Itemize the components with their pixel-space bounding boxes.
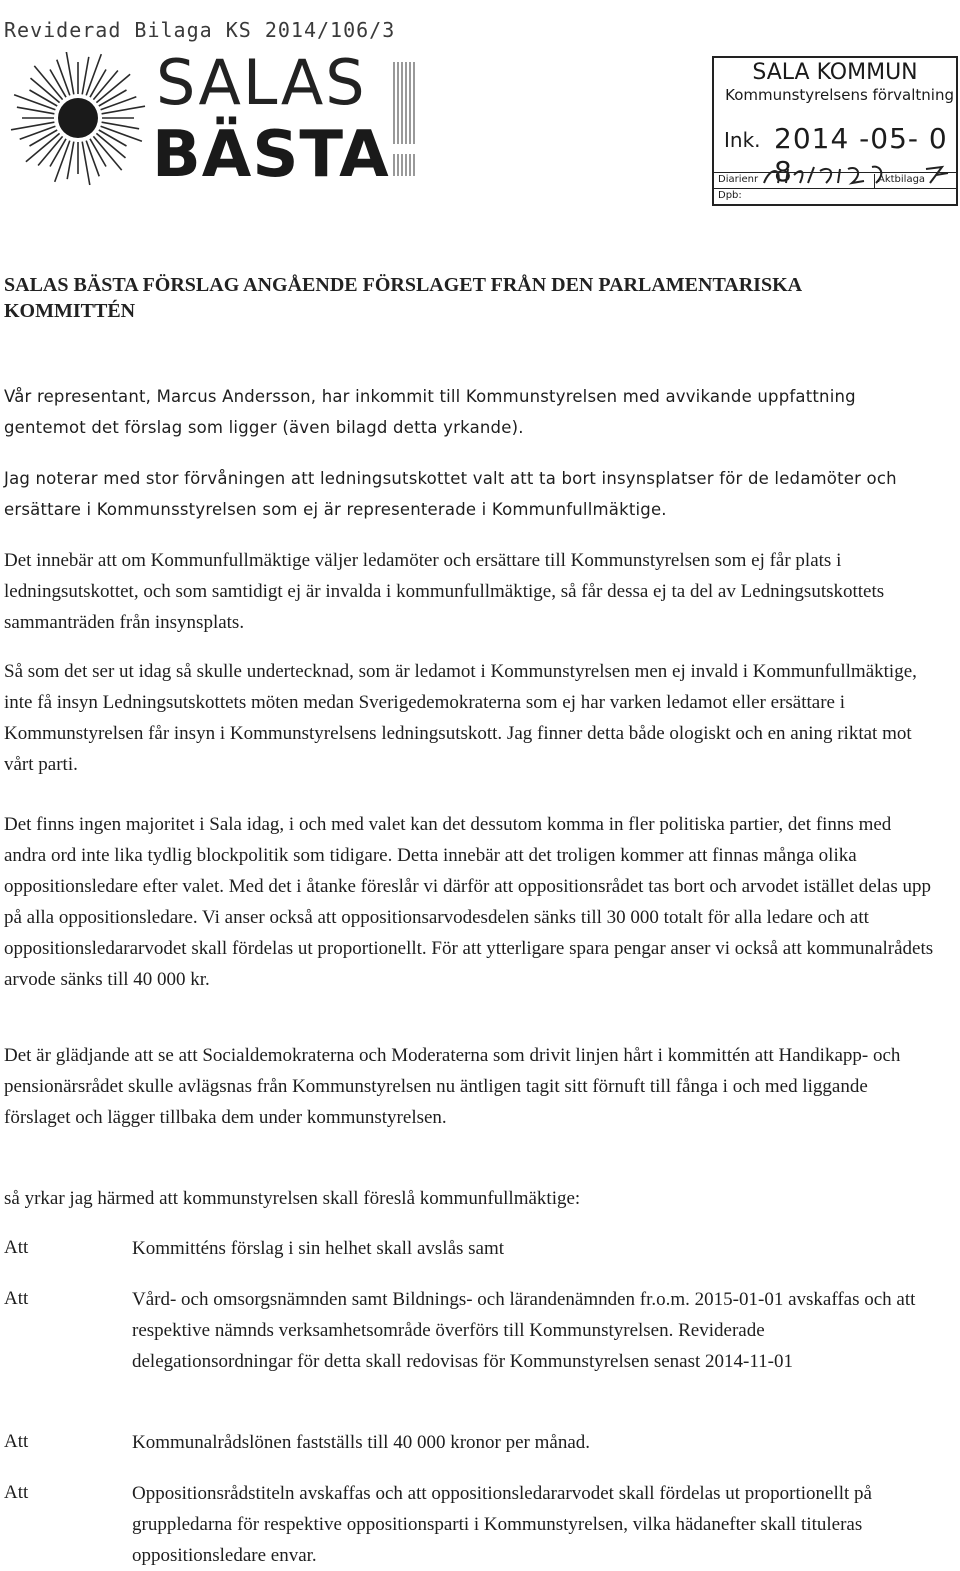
motion-1-label: Att xyxy=(4,1237,29,1258)
paragraph-3: Det innebär att om Kommunfullmäktige väljer ledamöter och ersättare till Kommunstyrelsen som ej får plats i ledningsutskottet, och som samtidigt ej är invalda i kommunfullmäktige, så får dessa ej ta del av Ledningsutskottets sammanträden från insynsplats. xyxy=(4,550,885,633)
paragraph-7: så yrkar jag härmed att kommunstyrelsen skall föreslå kommunfullmäktige: xyxy=(4,1188,581,1209)
paragraph-5: Det finns ingen majoritet i Sala idag, i och med valet kan det dessutom komma in fler politiska partier, det finns med andra ord inte lika tydlig blockpolitik som tidigare. Detta innebär att det troligen kommer att finnas många olika oppositionsledare efter valet. Med det i åtanke föreslår vi därför att oppositionsrådet tas bort och arvodet istället delas upp på alla oppositionsledare. Vi anser också att oppositionsarvodesdelen sänks till 30 000 totalt för alla ledare och att oppositionsledararvodet skall fördelas ut proportionellt. För att ytterligare spara pengar anser vi också att kommunalrådets arvode sänks till 40 000 kr. xyxy=(4,814,934,990)
paragraph-4: Så som det ser ut idag så skulle undertecknad, som är ledamot i Kommunstyrelsen men ej invald i Kommunfullmäktige, inte få insyn Ledningsutskottets möten medan Sverigedemokraterna som ej har varken ledamot eller ersättare i Kommunstyrelsen får insyn i Kommunstyrelsens ledningsutskott. Jag finner detta både ologiskt och en aning riktat mot vårt parti. xyxy=(4,661,917,775)
stamp-diarienr-label: Diarienr xyxy=(718,174,759,185)
revision-note: Reviderad Bilaga KS 2014/106/3 xyxy=(4,18,396,42)
motion-4-label: Att xyxy=(4,1482,29,1503)
logo-line-basta: BÄSTA xyxy=(152,118,390,192)
stamp-department: Kommunstyrelsens förvaltning xyxy=(725,86,954,104)
registration-stamp xyxy=(712,56,958,206)
stamp-ink-label: Ink. xyxy=(724,128,761,152)
motion-1-text: Kommitténs förslag i sin helhet skall avslås samt xyxy=(132,1238,505,1259)
motion-2-text: Vård- och omsorgsnämnden samt Bildnings- och lärandenämnden fr.o.m. 2015-01-01 avskaffas och att respektive nämnds verksamhetsområde överförs till Kommunstyrelsen. Reviderade delegationsordningar för detta skall redovisas för Kommunstyrelsen senast 2014-11-01 xyxy=(132,1289,916,1372)
stamp-organization: SALA KOMMUN xyxy=(752,60,918,85)
handwritten-diarienr xyxy=(760,163,910,187)
motion-2-label: Att xyxy=(4,1288,29,1309)
paragraph-6: Det är glädjande att se att Socialdemokraterna och Moderaterna som drivit linjen hårt i kommittén att Handikapp- och pensionärsrådet skulle avlägsnas från Kommunstyrelsen nu äntligen tagit sitt förnuft till fånga i och med liggande förslaget och lägger tillbaka dem under kommunstyrelsen. xyxy=(4,1045,901,1128)
motion-3-label: Att xyxy=(4,1431,29,1452)
stamp-ink-date: 2014 -05- 0 8 xyxy=(774,122,948,188)
handwritten-aktbilaga-number xyxy=(922,161,958,185)
stamp-aktbilaga-label: Aktbilaga xyxy=(874,174,925,188)
stamp-diarienr-row xyxy=(714,172,956,189)
motion-3-text: Kommunalrådslönen fastställs till 40 000 kronor per månad. xyxy=(132,1432,591,1453)
logo-line-salas: SALAS xyxy=(156,46,367,119)
paragraph-2: Jag noterar med stor förvåningen att ledningsutskottet valt att ta bort insynsplatser för de ledamöter och ersättare i Kommunsstyrelsen som ej är representerade i Kommunfullmäktige. xyxy=(4,469,897,519)
stamp-dpb-label: Dpb: xyxy=(718,190,742,201)
paragraph-1: Vår representant, Marcus Andersson, har inkommit till Kommunstyrelsen med avvikande uppfattning gentemot det förslag som ligger (även bilagd detta yrkande). xyxy=(4,387,856,437)
document-heading: SALAS BÄSTA FÖRSLAG ANGÅENDE FÖRSLAGET FRÅN DEN PARLAMENTARISKA KOMMITTÉN xyxy=(4,274,801,322)
sunflower-icon xyxy=(6,52,156,188)
stamp-dpb-row xyxy=(714,188,956,205)
exclamation-icon xyxy=(376,58,436,194)
motion-4-text: Oppositionsrådstiteln avskaffas och att oppositionsledararvodet skall fördelas ut proportionellt på gruppledarna för respektive oppositionsparti i Kommunstyrelsen, vilka hädanefter skall tituleras oppositionsledare envar. xyxy=(132,1483,872,1566)
party-logo xyxy=(6,46,406,192)
